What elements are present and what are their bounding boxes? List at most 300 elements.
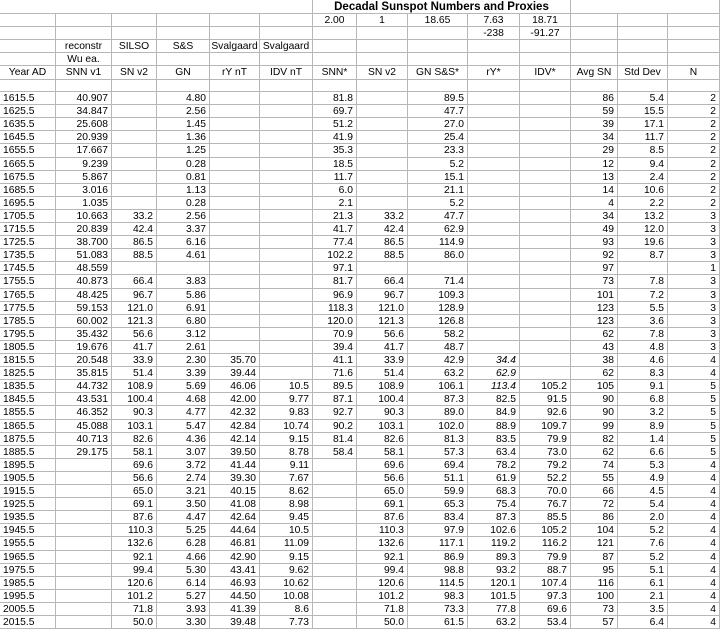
table-cell[interactable]: [408, 262, 468, 275]
table-cell[interactable]: 91.5: [520, 393, 571, 406]
table-cell[interactable]: 4: [668, 603, 720, 616]
table-cell[interactable]: 103.1: [112, 420, 157, 433]
table-cell[interactable]: 83.4: [408, 511, 468, 524]
table-cell[interactable]: 4: [668, 367, 720, 380]
table-cell[interactable]: 109.7: [520, 420, 571, 433]
table-cell[interactable]: 5: [668, 406, 720, 420]
table-cell[interactable]: 126.8: [408, 315, 468, 328]
table-cell[interactable]: [112, 105, 157, 118]
table-cell[interactable]: 79.2: [520, 459, 571, 472]
table-cell[interactable]: 71.4: [408, 275, 468, 289]
table-cell[interactable]: [210, 131, 260, 144]
table-cell[interactable]: [260, 118, 313, 131]
table-cell[interactable]: [260, 184, 313, 197]
table-cell[interactable]: [210, 302, 260, 315]
table-cell[interactable]: [520, 354, 571, 367]
table-cell[interactable]: 41.44: [210, 459, 260, 472]
factor-cell-1[interactable]: [56, 14, 112, 27]
table-cell[interactable]: 87.6: [112, 511, 157, 524]
table-cell[interactable]: 5.3: [618, 459, 668, 472]
table-cell[interactable]: [260, 105, 313, 118]
table-cell[interactable]: 96.7: [112, 289, 157, 302]
table-cell[interactable]: [210, 262, 260, 275]
table-cell[interactable]: [520, 210, 571, 223]
table-cell[interactable]: [468, 118, 520, 131]
table-cell[interactable]: 92.1: [357, 551, 408, 564]
table-cell[interactable]: [56, 551, 112, 564]
table-cell[interactable]: 43.531: [56, 393, 112, 406]
header1-cell-12[interactable]: [618, 40, 668, 53]
table-cell[interactable]: [520, 341, 571, 354]
table-cell[interactable]: 56.6: [357, 472, 408, 485]
table-cell[interactable]: 5.86: [157, 289, 210, 302]
offset-cell-1[interactable]: [56, 27, 112, 40]
year-cell[interactable]: 1815.5: [0, 354, 56, 367]
table-cell[interactable]: [56, 524, 112, 537]
header2-cell-9[interactable]: [468, 53, 520, 66]
header3-cell-3[interactable]: GN: [157, 66, 210, 80]
table-cell[interactable]: 5: [668, 393, 720, 406]
table-cell[interactable]: 96.7: [357, 289, 408, 302]
table-cell[interactable]: 42.4: [112, 223, 157, 236]
table-cell[interactable]: [468, 275, 520, 289]
table-cell[interactable]: 4: [668, 485, 720, 498]
table-cell[interactable]: 34.4: [468, 354, 520, 367]
table-cell[interactable]: 56.6: [112, 472, 157, 485]
table-cell[interactable]: 1.25: [157, 144, 210, 158]
table-cell[interactable]: [468, 144, 520, 158]
table-cell[interactable]: 114.9: [408, 236, 468, 249]
header2-cell-10[interactable]: [520, 53, 571, 66]
table-cell[interactable]: 89.0: [408, 406, 468, 420]
table-cell[interactable]: [56, 577, 112, 590]
table-cell[interactable]: [260, 328, 313, 341]
table-cell[interactable]: 132.6: [112, 537, 157, 551]
table-cell[interactable]: 3: [668, 289, 720, 302]
spacer-cell[interactable]: [357, 80, 408, 92]
table-cell[interactable]: 3: [668, 236, 720, 249]
table-cell[interactable]: 62.9: [468, 367, 520, 380]
table-cell[interactable]: 81.7: [313, 275, 357, 289]
table-cell[interactable]: 61.5: [408, 616, 468, 629]
table-cell[interactable]: 51.4: [357, 367, 408, 380]
table-cell[interactable]: [520, 275, 571, 289]
table-cell[interactable]: [357, 262, 408, 275]
factor-cell-0[interactable]: [0, 14, 56, 27]
offset-cell-10[interactable]: -91.27: [520, 27, 571, 40]
table-cell[interactable]: 2: [668, 105, 720, 118]
factor-cell-5[interactable]: [260, 14, 313, 27]
table-cell[interactable]: 43.41: [210, 564, 260, 577]
table-cell[interactable]: 47.7: [408, 210, 468, 223]
table-cell[interactable]: 71.8: [357, 603, 408, 616]
sheet-title[interactable]: Decadal Sunspot Numbers and Proxies: [313, 0, 571, 14]
table-cell[interactable]: 50.0: [112, 616, 157, 629]
table-cell[interactable]: [112, 144, 157, 158]
table-cell[interactable]: 121.0: [357, 302, 408, 315]
table-cell[interactable]: 17.1: [618, 118, 668, 131]
table-cell[interactable]: 56.6: [112, 328, 157, 341]
table-cell[interactable]: 105.2: [520, 380, 571, 393]
table-cell[interactable]: 41.39: [210, 603, 260, 616]
table-cell[interactable]: 61.9: [468, 472, 520, 485]
table-cell[interactable]: 86: [571, 92, 618, 105]
table-cell[interactable]: [313, 603, 357, 616]
table-cell[interactable]: 5: [668, 420, 720, 433]
table-cell[interactable]: 13.2: [618, 210, 668, 223]
table-cell[interactable]: [56, 498, 112, 511]
table-cell[interactable]: [210, 158, 260, 171]
table-cell[interactable]: 3.12: [157, 328, 210, 341]
table-cell[interactable]: 38.700: [56, 236, 112, 249]
table-cell[interactable]: [468, 158, 520, 171]
table-cell[interactable]: 53.4: [520, 616, 571, 629]
table-cell[interactable]: [468, 341, 520, 354]
table-cell[interactable]: 10.74: [260, 420, 313, 433]
table-cell[interactable]: 3: [668, 210, 720, 223]
table-cell[interactable]: 113.4: [468, 380, 520, 393]
table-cell[interactable]: [56, 590, 112, 603]
table-cell[interactable]: 85.5: [520, 511, 571, 524]
table-cell[interactable]: 100.4: [357, 393, 408, 406]
table-cell[interactable]: 120.0: [313, 315, 357, 328]
year-cell[interactable]: 1895.5: [0, 459, 56, 472]
header1-cell-13[interactable]: [668, 40, 720, 53]
table-cell[interactable]: 3.50: [157, 498, 210, 511]
year-cell[interactable]: 1735.5: [0, 249, 56, 262]
table-cell[interactable]: [520, 184, 571, 197]
table-cell[interactable]: 43: [571, 341, 618, 354]
table-cell[interactable]: 2.74: [157, 472, 210, 485]
table-cell[interactable]: [520, 118, 571, 131]
table-cell[interactable]: [357, 144, 408, 158]
table-cell[interactable]: 4: [668, 472, 720, 485]
year-cell[interactable]: 1785.5: [0, 315, 56, 328]
table-cell[interactable]: [357, 118, 408, 131]
table-cell[interactable]: 56.6: [357, 328, 408, 341]
table-cell[interactable]: 84.9: [468, 406, 520, 420]
year-cell[interactable]: 1695.5: [0, 197, 56, 210]
table-cell[interactable]: 58.1: [112, 446, 157, 459]
table-cell[interactable]: 4: [668, 354, 720, 367]
table-cell[interactable]: 11.09: [260, 537, 313, 551]
table-cell[interactable]: 41.08: [210, 498, 260, 511]
table-cell[interactable]: 3.016: [56, 184, 112, 197]
table-cell[interactable]: 3.37: [157, 223, 210, 236]
table-cell[interactable]: [260, 131, 313, 144]
table-cell[interactable]: 40.15: [210, 485, 260, 498]
year-cell[interactable]: 1615.5: [0, 92, 56, 105]
table-cell[interactable]: 87.1: [313, 393, 357, 406]
table-cell[interactable]: 92.7: [313, 406, 357, 420]
table-cell[interactable]: 4: [668, 498, 720, 511]
table-cell[interactable]: 5: [668, 380, 720, 393]
table-cell[interactable]: 2.2: [618, 197, 668, 210]
table-cell[interactable]: [56, 616, 112, 629]
table-cell[interactable]: 11.7: [618, 131, 668, 144]
table-cell[interactable]: 105: [571, 380, 618, 393]
table-cell[interactable]: 73.3: [408, 603, 468, 616]
year-cell[interactable]: 1755.5: [0, 275, 56, 289]
table-cell[interactable]: 3.93: [157, 603, 210, 616]
table-cell[interactable]: 21.1: [408, 184, 468, 197]
table-cell[interactable]: 123: [571, 302, 618, 315]
table-cell[interactable]: 123: [571, 315, 618, 328]
table-cell[interactable]: [313, 590, 357, 603]
table-cell[interactable]: 7.73: [260, 616, 313, 629]
table-cell[interactable]: 87.3: [468, 511, 520, 524]
year-cell[interactable]: 1625.5: [0, 105, 56, 118]
offset-cell-7[interactable]: [357, 27, 408, 40]
year-cell[interactable]: 1955.5: [0, 537, 56, 551]
table-cell[interactable]: 58.2: [408, 328, 468, 341]
table-cell[interactable]: [210, 275, 260, 289]
table-cell[interactable]: [357, 131, 408, 144]
table-cell[interactable]: 8.9: [618, 420, 668, 433]
table-cell[interactable]: 78.2: [468, 459, 520, 472]
table-cell[interactable]: 2: [668, 171, 720, 184]
factor-cell-8[interactable]: 18.65: [408, 14, 468, 27]
table-cell[interactable]: 116.2: [520, 537, 571, 551]
table-cell[interactable]: 69.1: [112, 498, 157, 511]
table-cell[interactable]: 99.4: [112, 564, 157, 577]
year-cell[interactable]: 1925.5: [0, 498, 56, 511]
table-cell[interactable]: 40.907: [56, 92, 112, 105]
table-cell[interactable]: 27.0: [408, 118, 468, 131]
table-cell[interactable]: 25.608: [56, 118, 112, 131]
factor-cell-10[interactable]: 18.71: [520, 14, 571, 27]
header3-cell-6[interactable]: SNN*: [313, 66, 357, 80]
table-cell[interactable]: [112, 92, 157, 105]
table-cell[interactable]: 1: [668, 262, 720, 275]
table-cell[interactable]: 121.3: [357, 315, 408, 328]
table-cell[interactable]: 90: [571, 406, 618, 420]
table-cell[interactable]: [210, 118, 260, 131]
table-cell[interactable]: 39.50: [210, 446, 260, 459]
table-cell[interactable]: 65.0: [112, 485, 157, 498]
table-cell[interactable]: 83.5: [468, 433, 520, 446]
table-cell[interactable]: 34.847: [56, 105, 112, 118]
table-cell[interactable]: 2: [668, 184, 720, 197]
table-cell[interactable]: [520, 131, 571, 144]
table-cell[interactable]: 4.77: [157, 406, 210, 420]
table-cell[interactable]: 3: [668, 341, 720, 354]
table-cell[interactable]: 45.088: [56, 420, 112, 433]
table-cell[interactable]: 5.1: [618, 564, 668, 577]
table-cell[interactable]: [210, 197, 260, 210]
offset-cell-11[interactable]: [571, 27, 618, 40]
table-cell[interactable]: 71.6: [313, 367, 357, 380]
table-cell[interactable]: 18.5: [313, 158, 357, 171]
table-cell[interactable]: 41.7: [112, 341, 157, 354]
table-cell[interactable]: 6.0: [313, 184, 357, 197]
table-cell[interactable]: 39: [571, 118, 618, 131]
year-cell[interactable]: 1935.5: [0, 511, 56, 524]
table-cell[interactable]: 4.36: [157, 433, 210, 446]
spacer-cell[interactable]: [260, 80, 313, 92]
table-cell[interactable]: 4: [668, 590, 720, 603]
table-cell[interactable]: 69.4: [408, 459, 468, 472]
header2-cell-4[interactable]: [210, 53, 260, 66]
table-cell[interactable]: 88.7: [520, 564, 571, 577]
header2-cell-3[interactable]: [157, 53, 210, 66]
table-cell[interactable]: [520, 197, 571, 210]
table-cell[interactable]: [112, 262, 157, 275]
year-cell[interactable]: 1825.5: [0, 367, 56, 380]
table-cell[interactable]: 14: [571, 184, 618, 197]
year-cell[interactable]: 1775.5: [0, 302, 56, 315]
factor-cell-3[interactable]: [157, 14, 210, 27]
table-cell[interactable]: 3: [668, 223, 720, 236]
table-cell[interactable]: 2.0: [618, 511, 668, 524]
table-cell[interactable]: 86.5: [112, 236, 157, 249]
table-cell[interactable]: 90.2: [313, 420, 357, 433]
table-cell[interactable]: 3: [668, 315, 720, 328]
table-cell[interactable]: 4: [668, 616, 720, 629]
table-cell[interactable]: [260, 302, 313, 315]
header1-cell-6[interactable]: [313, 40, 357, 53]
year-cell[interactable]: 1855.5: [0, 406, 56, 420]
table-cell[interactable]: 10.663: [56, 210, 112, 223]
table-cell[interactable]: [112, 131, 157, 144]
table-cell[interactable]: 86.9: [408, 551, 468, 564]
table-cell[interactable]: 3.30: [157, 616, 210, 629]
table-cell[interactable]: 0.28: [157, 197, 210, 210]
year-cell[interactable]: 1665.5: [0, 158, 56, 171]
table-cell[interactable]: 51.083: [56, 249, 112, 262]
table-cell[interactable]: 87.3: [408, 393, 468, 406]
table-cell[interactable]: [313, 459, 357, 472]
table-cell[interactable]: [520, 92, 571, 105]
table-cell[interactable]: 39.44: [210, 367, 260, 380]
table-cell[interactable]: 4.5: [618, 485, 668, 498]
table-cell[interactable]: 35.70: [210, 354, 260, 367]
table-cell[interactable]: [260, 236, 313, 249]
table-cell[interactable]: 7.8: [618, 328, 668, 341]
offset-cell-9[interactable]: -238: [468, 27, 520, 40]
table-cell[interactable]: 5.2: [408, 197, 468, 210]
table-cell[interactable]: 74: [571, 459, 618, 472]
header3-cell-1[interactable]: SNN v1: [56, 66, 112, 80]
year-cell[interactable]: 1715.5: [0, 223, 56, 236]
factor-cell-12[interactable]: [618, 14, 668, 27]
spacer-cell[interactable]: [0, 80, 56, 92]
table-cell[interactable]: 5.47: [157, 420, 210, 433]
year-cell[interactable]: 1705.5: [0, 210, 56, 223]
table-cell[interactable]: 19.6: [618, 236, 668, 249]
header3-cell-5[interactable]: IDV nT: [260, 66, 313, 80]
table-cell[interactable]: 41.1: [313, 354, 357, 367]
table-cell[interactable]: [520, 144, 571, 158]
table-cell[interactable]: 4.9: [618, 472, 668, 485]
table-cell[interactable]: 89.5: [313, 380, 357, 393]
table-cell[interactable]: [112, 197, 157, 210]
table-cell[interactable]: 9.15: [260, 433, 313, 446]
table-cell[interactable]: 101.5: [468, 590, 520, 603]
table-cell[interactable]: 6.8: [618, 393, 668, 406]
table-cell[interactable]: [468, 236, 520, 249]
table-cell[interactable]: 48.425: [56, 289, 112, 302]
table-cell[interactable]: 5.69: [157, 380, 210, 393]
table-cell[interactable]: [520, 302, 571, 315]
table-cell[interactable]: 100: [571, 590, 618, 603]
table-cell[interactable]: 62.9: [408, 223, 468, 236]
year-cell[interactable]: 1725.5: [0, 236, 56, 249]
table-cell[interactable]: 79.9: [520, 433, 571, 446]
spacer-cell[interactable]: [571, 80, 618, 92]
table-cell[interactable]: 33.2: [112, 210, 157, 223]
header2-cell-1[interactable]: Wu ea.: [56, 53, 112, 66]
table-cell[interactable]: 101.2: [112, 590, 157, 603]
year-cell[interactable]: 1875.5: [0, 433, 56, 446]
table-cell[interactable]: 6.91: [157, 302, 210, 315]
header3-cell-7[interactable]: SN v2: [357, 66, 408, 80]
table-cell[interactable]: 79.9: [520, 551, 571, 564]
table-cell[interactable]: 21.3: [313, 210, 357, 223]
table-cell[interactable]: [260, 262, 313, 275]
table-cell[interactable]: 102.0: [408, 420, 468, 433]
table-cell[interactable]: 63.4: [468, 446, 520, 459]
table-cell[interactable]: 15.1: [408, 171, 468, 184]
table-cell[interactable]: 81.8: [313, 92, 357, 105]
table-cell[interactable]: 35.432: [56, 328, 112, 341]
table-cell[interactable]: [357, 92, 408, 105]
table-cell[interactable]: 58.1: [357, 446, 408, 459]
table-cell[interactable]: 7.6: [618, 537, 668, 551]
table-cell[interactable]: [468, 184, 520, 197]
table-cell[interactable]: [210, 184, 260, 197]
table-cell[interactable]: 40.873: [56, 275, 112, 289]
offset-cell-12[interactable]: [618, 27, 668, 40]
table-cell[interactable]: 62: [571, 328, 618, 341]
header1-cell-2[interactable]: SILSO: [112, 40, 157, 53]
offset-cell-0[interactable]: [0, 27, 56, 40]
year-cell[interactable]: 1645.5: [0, 131, 56, 144]
year-cell[interactable]: 1965.5: [0, 551, 56, 564]
table-cell[interactable]: 1.36: [157, 131, 210, 144]
table-cell[interactable]: 2: [668, 131, 720, 144]
table-cell[interactable]: [468, 328, 520, 341]
table-cell[interactable]: 4: [668, 511, 720, 524]
table-cell[interactable]: 104: [571, 524, 618, 537]
table-cell[interactable]: 2: [668, 118, 720, 131]
table-cell[interactable]: [313, 498, 357, 511]
table-cell[interactable]: 81.4: [313, 433, 357, 446]
table-cell[interactable]: 39.4: [313, 341, 357, 354]
table-cell[interactable]: 6.4: [618, 616, 668, 629]
offset-cell-6[interactable]: [313, 27, 357, 40]
table-cell[interactable]: [520, 223, 571, 236]
table-cell[interactable]: 9.4: [618, 158, 668, 171]
spacer-cell[interactable]: [56, 80, 112, 92]
spacer-cell[interactable]: [210, 80, 260, 92]
table-cell[interactable]: 62: [571, 367, 618, 380]
year-cell[interactable]: 1845.5: [0, 393, 56, 406]
table-cell[interactable]: 5.4: [618, 498, 668, 511]
header3-cell-8[interactable]: GN S&S*: [408, 66, 468, 80]
table-cell[interactable]: 86.5: [357, 236, 408, 249]
table-cell[interactable]: 51.2: [313, 118, 357, 131]
table-cell[interactable]: 2.1: [618, 590, 668, 603]
table-cell[interactable]: 7.8: [618, 275, 668, 289]
table-cell[interactable]: [313, 577, 357, 590]
spacer-cell[interactable]: [668, 80, 720, 92]
table-cell[interactable]: 75.4: [468, 498, 520, 511]
table-cell[interactable]: 8.5: [618, 144, 668, 158]
year-cell[interactable]: 1865.5: [0, 420, 56, 433]
table-cell[interactable]: 3: [668, 275, 720, 289]
year-cell[interactable]: 1765.5: [0, 289, 56, 302]
